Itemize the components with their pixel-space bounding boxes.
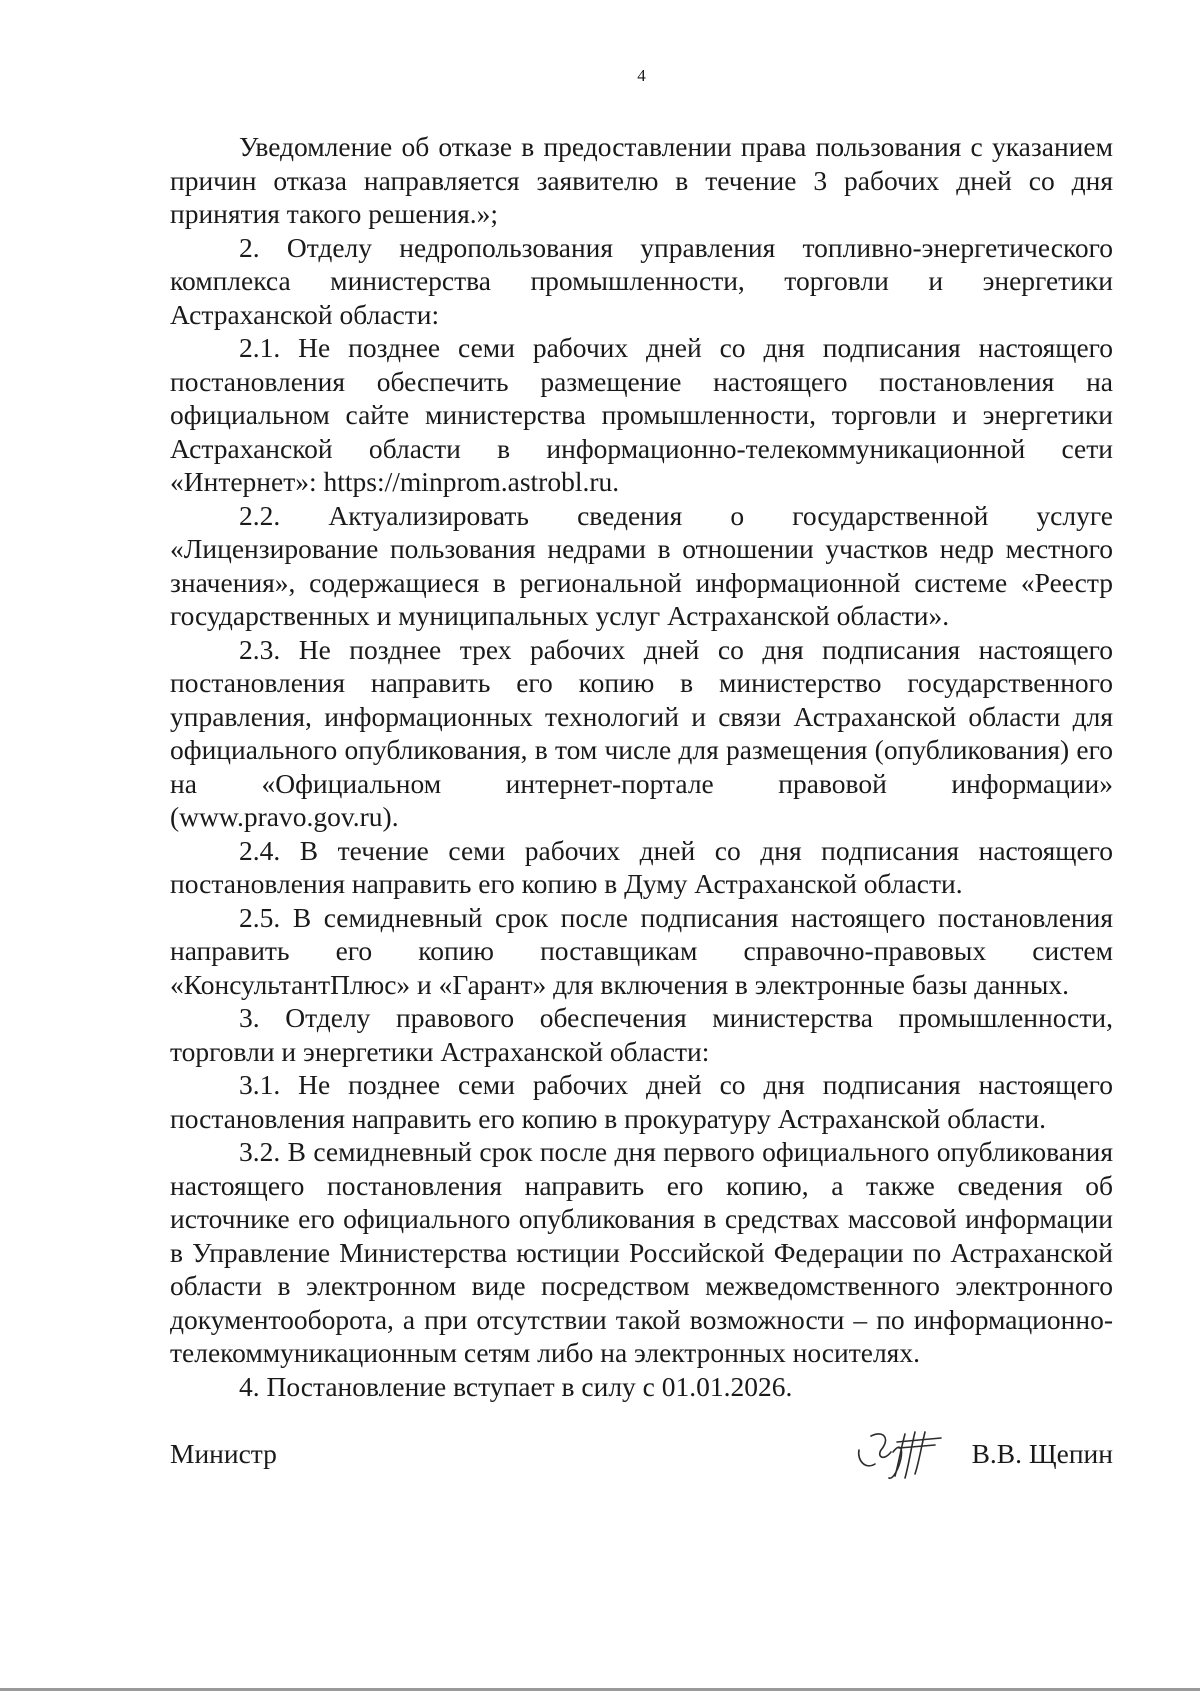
paragraph-item-3-2: 3.2. В семидневный срок после дня первого официального опубликования настоящего постановления направить его копию, а также сведения об источнике его официального опубликования в средствах массовой информации в Управление Министерства юстиции Российской Федерации по Астраханской области в электронном виде посредством межведомственного электронного документооборота, а при отсутствии такой возможности – по информационно-телекоммуникационным сетям либо на электронных носителях.	[170, 1136, 1113, 1368]
paragraph-refusal-notice: Уведомление об отказе в предоставлении права пользования с указанием причин отказа направляется заявителю в течение 3 рабочих дней со дня принятия такого решения.»;	[170, 131, 1113, 229]
paragraph-item-2-4: 2.4. В течение семи рабочих дней со дня подписания настоящего постановления направить его копию в Думу Астраханской области.	[170, 834, 1113, 899]
signature-block	[170, 1424, 1113, 1484]
paragraph-item-4: 4. Постановление вступает в силу с 01.01.2026.	[239, 1370, 793, 1402]
paragraph-item-3-1: 3.1. Не позднее семи рабочих дней со дня подписания настоящего постановления направить его копию в прокуратуру Астраханской области.	[170, 1069, 1113, 1134]
paragraph-item-2: 2. Отделу недропользования управления топливно-энергетического комплекса министерства промышленности, торговли и энергетики Астраханской области:	[170, 231, 1113, 330]
paragraph-item-2-3: 2.3. Не позднее трех рабочих дней со дня подписания настоящего постановления направить его копию в министерство государственного управления, информационных технологий и связи Астраханской области для официального опубликования, в том числе для размещения (опубликования) его на «Официальном интернет-портале правовой информации» (www.pravo.gov.ru).	[170, 633, 1113, 832]
paragraph-item-2-5: 2.5. В семидневный срок после подписания настоящего постановления направить его копию поставщикам справочно-правовых систем «КонсультантПлюс» и «Гарант» для включения в электронные базы данных.	[170, 901, 1113, 1000]
page-number: 4	[637, 66, 646, 85]
bottom-border-line	[0, 1688, 1200, 1691]
signer-position: Министр	[170, 1438, 277, 1469]
paragraph-item-2-2: 2.2. Актуализировать сведения о государственной услуге «Лицензирование пользования недрами в отношении участков недр местного значения», содержащиеся в региональной информационной системе «Реестр государственных и муниципальных услуг Астраханской области».	[170, 499, 1113, 631]
paragraph-item-3: 3. Отделу правового обеспечения министерства промышленности, торговли и энергетики Астраханской области:	[170, 1002, 1113, 1067]
signer-name: В.В. Щепин	[971, 1438, 1113, 1469]
handwritten-signature	[853, 1424, 963, 1484]
paragraph-item-2-1: 2.1. Не позднее семи рабочих дней со дня подписания настоящего постановления обеспечить размещение настоящего постановления на официальном сайте министерства промышленности, торговли и энергетики Астраханской области в информационно-телекоммуникационной сети «Интернет»: https://minprom.astrobl.ru.	[170, 332, 1113, 497]
document-body	[170, 130, 1113, 1403]
